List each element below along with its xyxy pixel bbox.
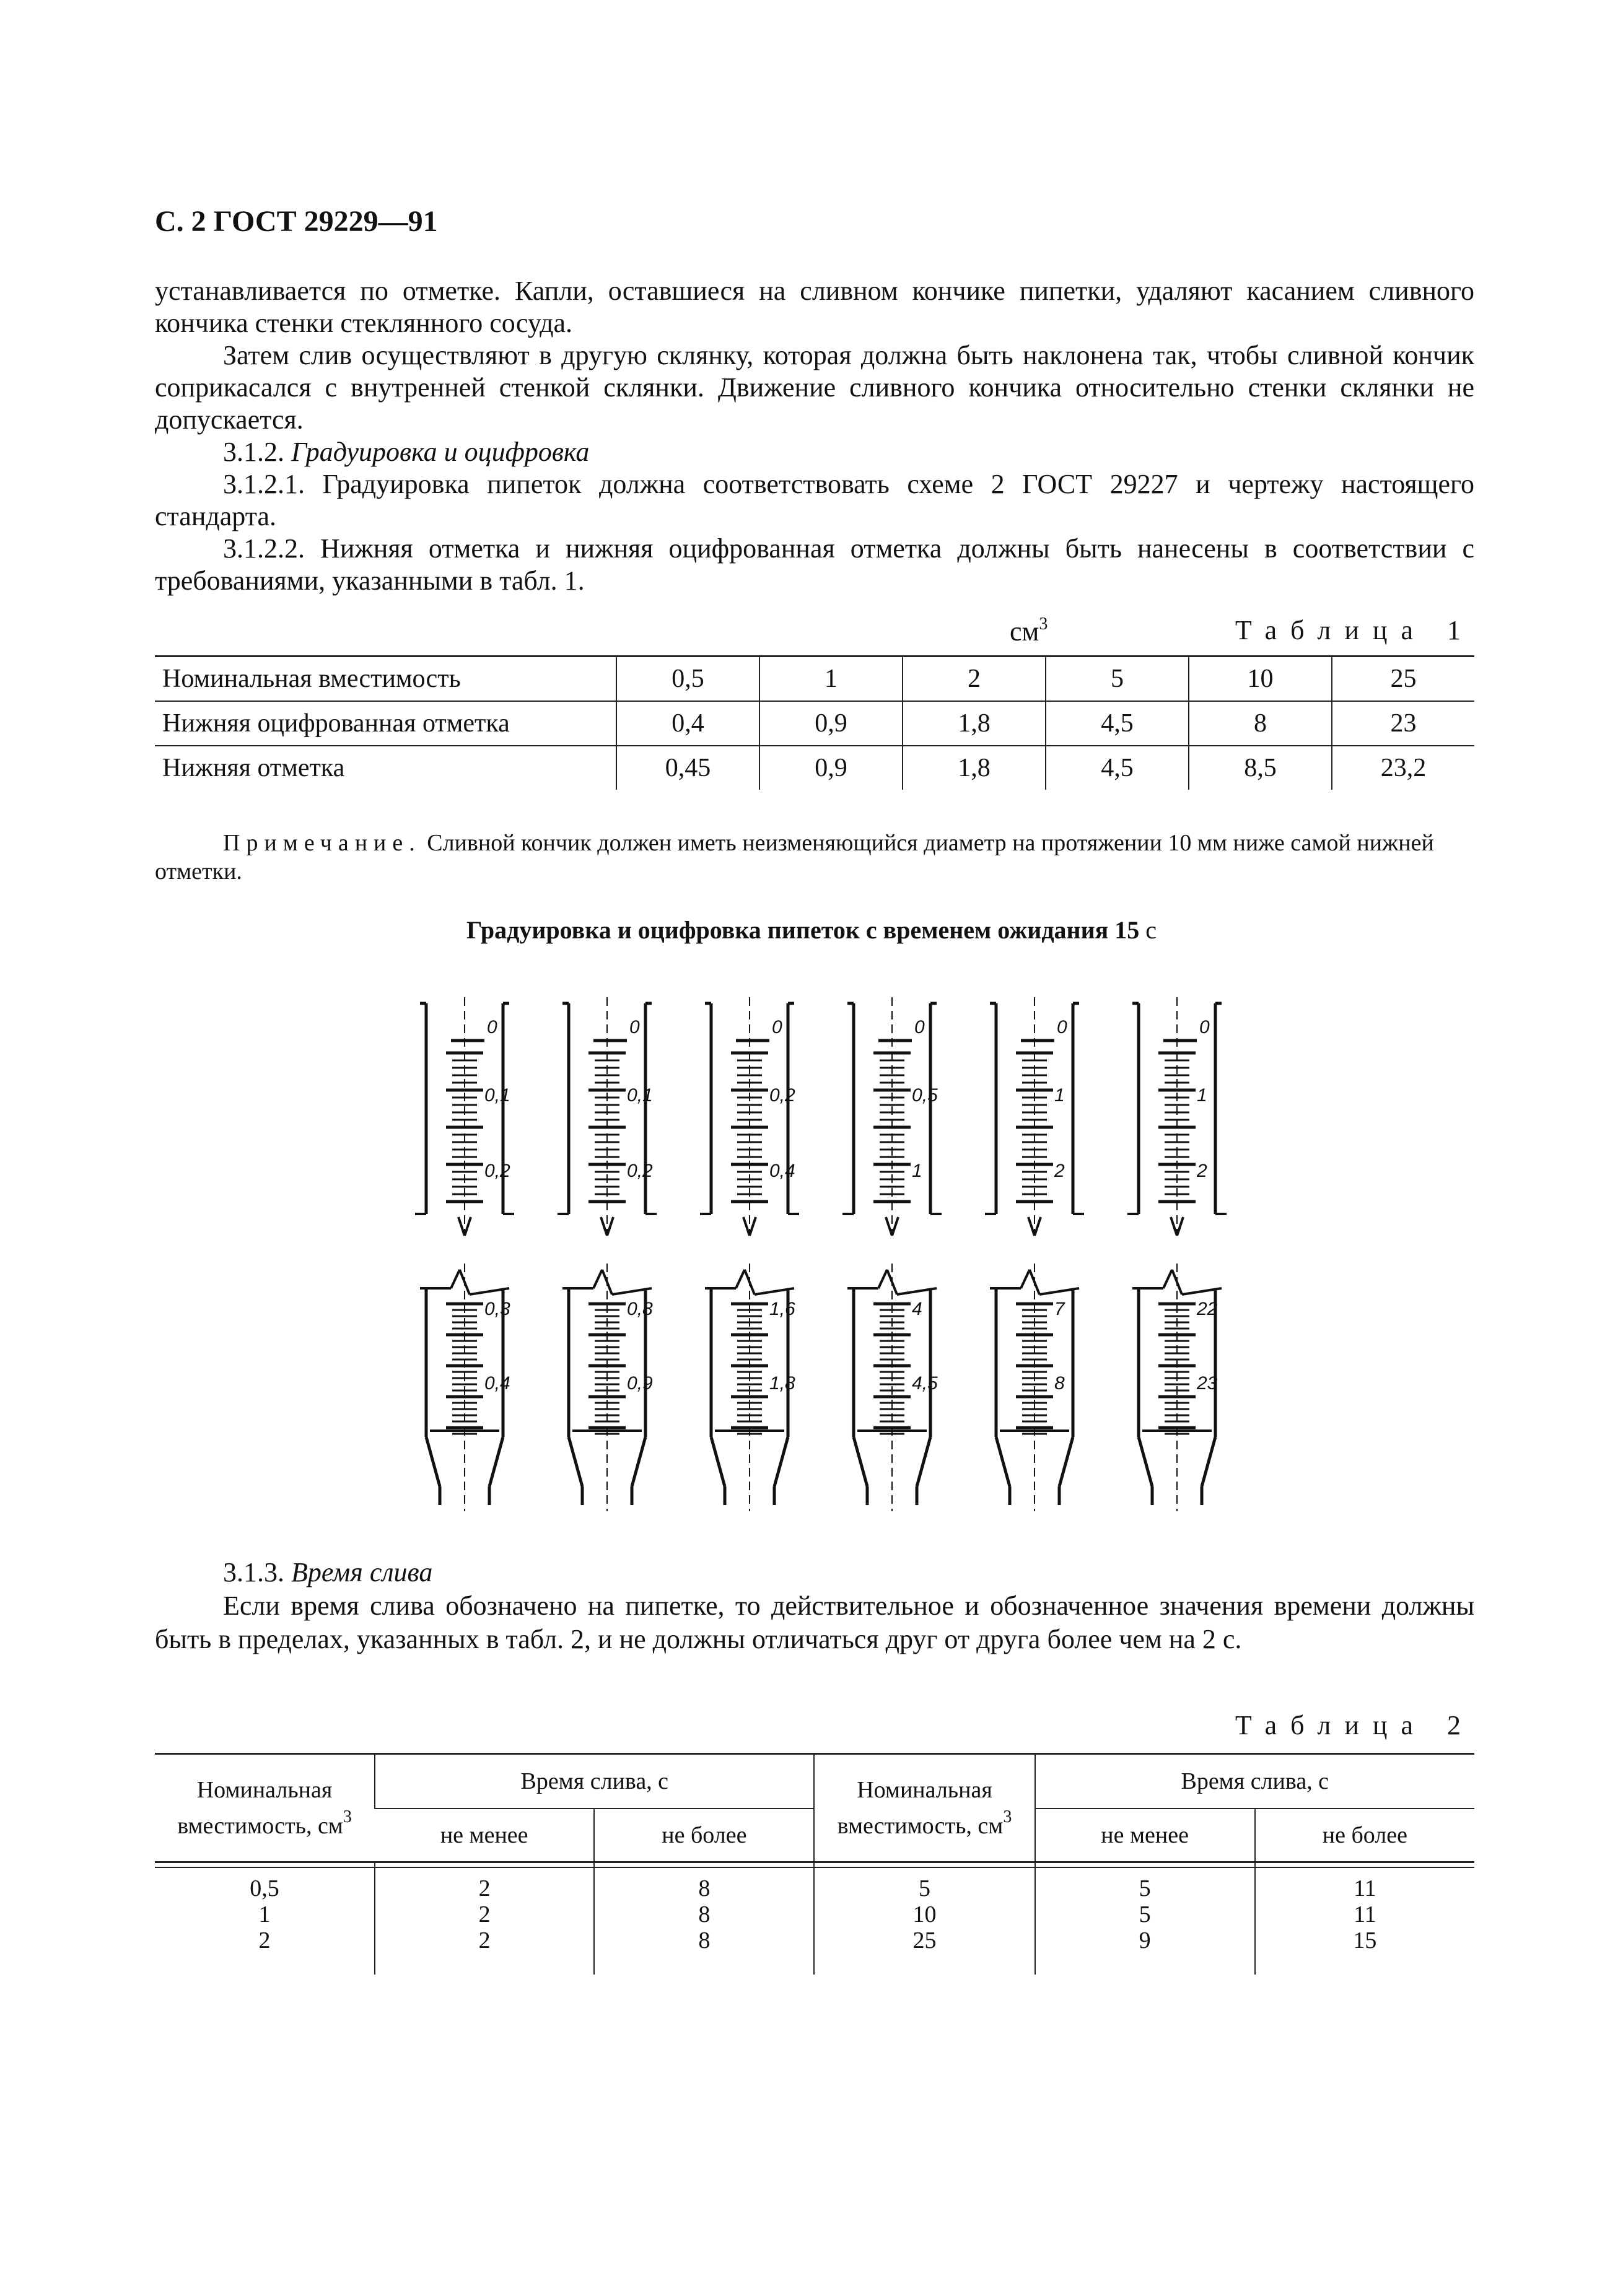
pipette-label-zero: 0	[629, 1017, 640, 1037]
table1-cell: 1	[759, 657, 903, 702]
pipette-label-low: 2	[1054, 1161, 1065, 1181]
body-text-top	[155, 275, 1474, 597]
page-header: С. 2 ГОСТ 29229—91	[155, 205, 438, 238]
table1-cell: 23,2	[1332, 746, 1474, 790]
pipette-label-zero: 0	[1199, 1017, 1210, 1037]
pipette-label-low: 1	[912, 1161, 922, 1181]
paragraph-3-1-2-1: 3.1.2.1. Градуировка пипеток должна соответствовать схеме 2 ГОСТ 29227 и чертежу настоящего стандарта.	[155, 469, 1474, 531]
table2-header-max: не более	[594, 1809, 814, 1862]
table2-header-min: не менее	[375, 1809, 594, 1862]
pipette-wall	[489, 1437, 503, 1486]
table1	[155, 655, 1474, 790]
pipette-label-lower: 0,4	[484, 1373, 510, 1394]
pipette-label-mid: 0,2	[769, 1085, 795, 1106]
pipette-label-mid: 0,1	[627, 1085, 653, 1106]
section-3-1-3	[155, 1556, 1474, 1656]
table2-header-capacity: Номинальная вместимость, $см^3$	[155, 1754, 375, 1862]
table1-note	[155, 829, 1474, 886]
pipette-graduation-figure	[0, 966, 1623, 1524]
table-row	[155, 1867, 1474, 1975]
table1-cell: 8,5	[1189, 746, 1332, 790]
table1-cell: 5	[1046, 657, 1189, 702]
table1-cell: 4,5	[1046, 701, 1189, 746]
pipette-break	[593, 1270, 602, 1288]
pipette-label-low: 0,2	[627, 1161, 653, 1181]
pipette-wall	[1139, 1437, 1152, 1486]
pipette-wall	[854, 1437, 867, 1486]
table1-cell: 1,8	[903, 701, 1046, 746]
table2-max-col: 8 8 8	[594, 1867, 814, 1975]
pipette-tip	[886, 1217, 892, 1236]
table2-header-min-2: не менее	[1035, 1809, 1255, 1862]
table1-top-line	[155, 614, 1474, 652]
table1-cell: 2	[903, 657, 1046, 702]
pipette-label-zero: 0	[914, 1017, 925, 1037]
pipette-label-mid: 0,1	[484, 1085, 510, 1106]
section-3-1-3-text: Если время слива обозначено на пипетке, то действительное и обозначенное значения времени должны быть в пределах, указанных в табл. 2, и не должны отличаться друг от друга более чем на 2 с.	[155, 1591, 1474, 1654]
table1-cell: 4,5	[1046, 746, 1189, 790]
section-3-1-2-number: 3.1.2.	[223, 437, 284, 467]
table2-capacity-col: 0,5 1 2	[250, 1875, 279, 1953]
table1-row-label: Нижняя оцифрованная отметка	[155, 701, 616, 746]
pipette-break	[878, 1270, 887, 1288]
table1-cell: 0,9	[759, 746, 903, 790]
pipette-wall	[632, 1437, 645, 1486]
pipette-wall	[426, 1437, 440, 1486]
pipette-tip	[1028, 1217, 1035, 1236]
pipette-label-mid: 1	[1197, 1085, 1207, 1106]
pipette-break	[1163, 1270, 1172, 1288]
pipette-label-mid: 1	[1054, 1085, 1065, 1106]
pipette-label-low: 0,4	[769, 1161, 795, 1181]
pipette-wall	[711, 1437, 725, 1486]
table1-unit: $см^3$	[1010, 614, 1048, 647]
table1-caption: Таблица 1	[1235, 615, 1474, 645]
pipette-wall	[996, 1437, 1010, 1486]
table2-capacity-col-2: 5 10 25	[814, 1867, 1035, 1975]
table1-cell: 0,45	[616, 746, 759, 790]
table2-caption: Таблица 2	[1235, 1710, 1474, 1740]
table2-min-col: 2 2 2	[375, 1867, 594, 1975]
pipette-tip	[743, 1217, 750, 1236]
pipette-label-mid: 0,5	[912, 1085, 938, 1106]
table1-cell: 0,4	[616, 701, 759, 746]
pipette-label-lower: 4,5	[912, 1373, 938, 1394]
section-3-1-2-title: Градуировка и оцифровка	[291, 437, 590, 467]
section-3-1-2-heading	[155, 436, 1474, 468]
pipette-tip	[601, 1217, 607, 1236]
pipette-label-zero: 0	[1057, 1017, 1067, 1037]
pipette-tip	[1171, 1217, 1177, 1236]
paragraph-3-1-2-2: 3.1.2.2. Нижняя отметка и нижняя оцифрованная отметка должны быть нанесены в соответствии с требованиями, указанными в табл. 1.	[155, 533, 1474, 596]
table1-cell: 25	[1332, 657, 1474, 702]
pipette-label-lower: 1,8	[769, 1373, 795, 1394]
pipette-tip	[1035, 1217, 1041, 1236]
pipette-label-lower: 23	[1197, 1373, 1218, 1394]
pipette-break	[736, 1270, 745, 1288]
table1-cell: 8	[1189, 701, 1332, 746]
table2-header-max-2: не более	[1255, 1809, 1474, 1862]
pipette-label-upper: 0,3	[484, 1299, 510, 1319]
pipette-label-low: 2	[1197, 1161, 1207, 1181]
pipette-wall	[569, 1437, 582, 1486]
pipette-tip	[750, 1217, 756, 1236]
figure-title: Градуировка и оцифровка пипеток с временем ожидания 15 с	[466, 916, 1157, 944]
table2-header-time: Время слива, с	[375, 1754, 814, 1809]
pipette-tip	[458, 1217, 465, 1236]
pipette-tip	[607, 1217, 613, 1236]
pipette-wall	[917, 1437, 930, 1486]
pipette-wall	[1202, 1437, 1215, 1486]
table1-cell: 10	[1189, 657, 1332, 702]
pipette-tip	[1177, 1217, 1183, 1236]
note-label: Примечание.	[223, 830, 421, 856]
pipette-label-upper: 4	[912, 1299, 922, 1319]
pipette-label-lower: 8	[1054, 1373, 1065, 1394]
table2-max-col-2: 11 11 15	[1255, 1867, 1474, 1975]
note-text: Сливной кончик должен иметь неизменяющийся диаметр на протяжении 10 мм ниже самой нижней отметки.	[155, 830, 1434, 884]
table1-row-label: Номинальная вместимость	[155, 657, 616, 702]
table1-row-label: Нижняя отметка	[162, 754, 345, 782]
table-row	[155, 701, 1474, 746]
pipette-label-zero: 0	[772, 1017, 782, 1037]
pipette-label-upper: 0,8	[627, 1299, 653, 1319]
table1-cell: 0,5	[616, 657, 759, 702]
table2-min-col-2: 5 5 9	[1035, 1867, 1255, 1975]
paragraph-2: Затем слив осуществляют в другую склянку, которая должна быть наклонена так, чтобы сливной кончик соприкасался с внутренней стенкой склянки. Движение сливного кончика относительно стенки склянки не допускается.	[155, 340, 1474, 435]
pipette-break	[451, 1270, 460, 1288]
table2-header-capacity-2: Номинальная вместимость, $см^3$	[814, 1754, 1035, 1862]
pipette-label-zero: 0	[487, 1017, 497, 1037]
pipette-break	[1021, 1270, 1030, 1288]
pipette-tip	[892, 1217, 898, 1236]
table1-cell: 23	[1332, 701, 1474, 746]
table-row	[155, 657, 1474, 702]
paragraph-1: устанавливается по отметке. Капли, оставшиеся на сливном кончике пипетки, удаляют касанием сливного кончика стенки стеклянного сосуда.	[155, 276, 1474, 338]
table-row	[155, 746, 1474, 790]
pipette-label-lower: 0,9	[627, 1373, 653, 1394]
table2-header-time-2: Время слива, с	[1035, 1754, 1474, 1809]
pipette-label-low: 0,2	[484, 1161, 510, 1181]
table1-cell: 0,9	[759, 701, 903, 746]
table1-cell: 1,8	[903, 746, 1046, 790]
pipette-wall	[1059, 1437, 1073, 1486]
pipette-label-upper: 22	[1197, 1299, 1218, 1319]
pipette-wall	[774, 1437, 788, 1486]
pipette-tip	[465, 1217, 471, 1236]
section-3-1-3-heading: 3.1.3. Время слива	[223, 1557, 433, 1587]
pipette-label-upper: 1,6	[769, 1299, 795, 1319]
table2	[155, 1753, 1474, 1975]
pipette-label-upper: 7	[1054, 1299, 1065, 1319]
